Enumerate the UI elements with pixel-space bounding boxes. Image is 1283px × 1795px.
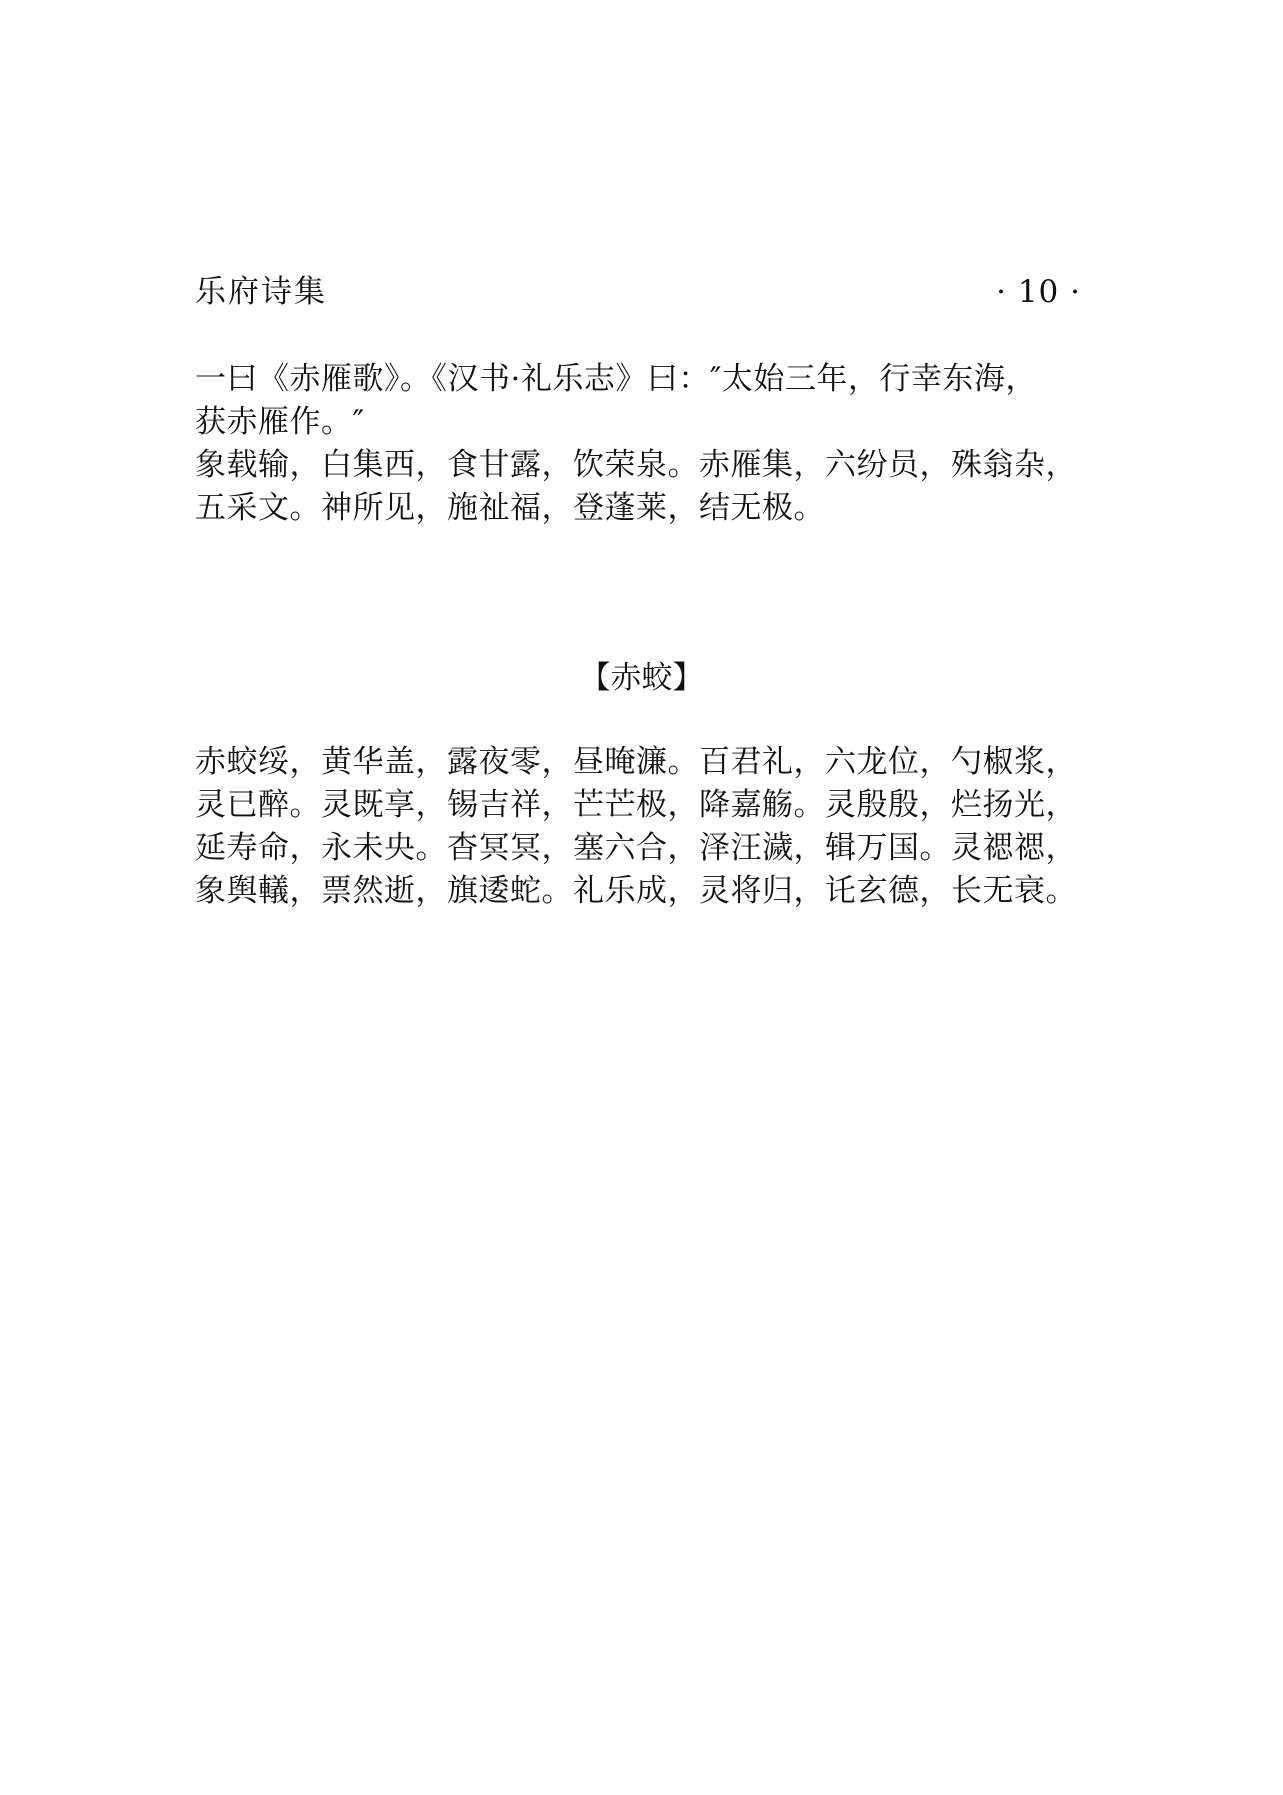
poem-line: 象载输，白集西，食甘露，饮荣泉。赤雁集，六纷员，殊翁杂， <box>195 447 1077 483</box>
poem-line: 延寿命，永未央。杳冥冥，塞六合，泽汪濊，辑万国。灵禗禗， <box>195 830 1077 866</box>
poem-line: 五采文。神所见，施祉福，登蓬莱，结无极。 <box>195 490 825 526</box>
poem-chiyan-text <box>195 444 1090 530</box>
book-title: 乐府诗集 <box>195 274 327 310</box>
section-title-chijiao: 【赤蛟】 <box>579 660 704 696</box>
page-number: · 10 · <box>996 274 1081 310</box>
intro-line: 获赤雁作。″ <box>195 404 365 440</box>
poem-chijiao-text <box>195 741 1090 913</box>
poem-line: 赤蛟绥，黄华盖，露夜零，昼晻濂。百君礼，六龙位，勺椒浆， <box>195 744 1077 780</box>
intro-paragraph <box>195 358 1090 444</box>
page-header <box>195 270 1081 314</box>
poem-line: 象舆轙，票然逝，旗逶蛇。礼乐成，灵将归，讬玄德，长无衰。 <box>195 873 1077 909</box>
poem-line: 灵已醉。灵既享，锡吉祥，芒芒极，降嘉觞。灵殷殷，烂扬光， <box>195 787 1077 823</box>
intro-line: 一曰《赤雁歌》。《汉书·礼乐志》曰：″太始三年，行幸东海， <box>195 361 1037 397</box>
